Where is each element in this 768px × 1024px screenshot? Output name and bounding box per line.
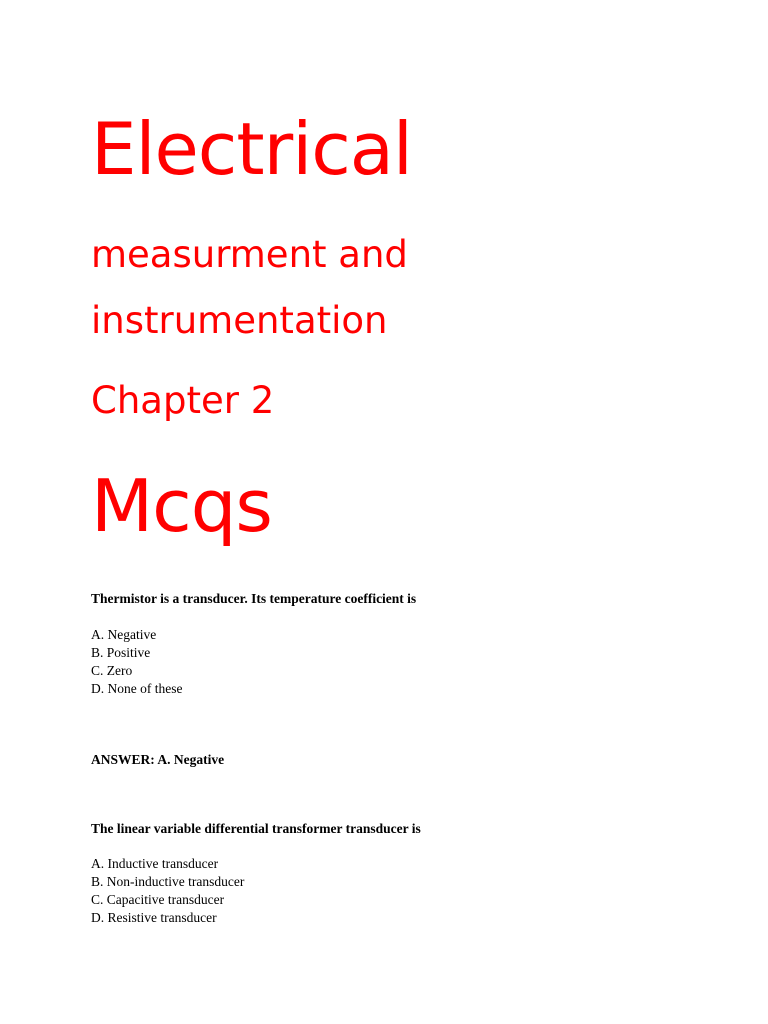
title-measurement: measurment and [91, 233, 408, 276]
option-a: A. Negative [91, 627, 157, 642]
title-electrical: Electrical [91, 107, 412, 191]
option-d: D. None of these [91, 681, 183, 696]
answer-block-1 [91, 751, 224, 769]
option-d: D. Resistive transducer [91, 910, 217, 925]
title-chapter: Chapter 2 [91, 379, 275, 422]
option-b: B. Non-inductive transducer [91, 874, 245, 889]
answer-text: ANSWER: A. Negative [91, 752, 225, 767]
question-text: Thermistor is a transducer. Its temperature coefficient is [91, 591, 417, 606]
question-block-2 [91, 820, 421, 927]
title-instrumentation: instrumentation [91, 299, 388, 342]
question-text: The linear variable differential transformer transducer is [91, 821, 421, 836]
option-a: A. Inductive transducer [91, 856, 219, 871]
option-c: C. Zero [91, 663, 133, 678]
title-mcqs: Mcqs [91, 464, 272, 548]
options-list [91, 626, 416, 698]
option-c: C. Capacitive transducer [91, 892, 225, 907]
question-block-1 [91, 590, 416, 698]
option-b: B. Positive [91, 645, 151, 660]
options-list [91, 855, 421, 927]
